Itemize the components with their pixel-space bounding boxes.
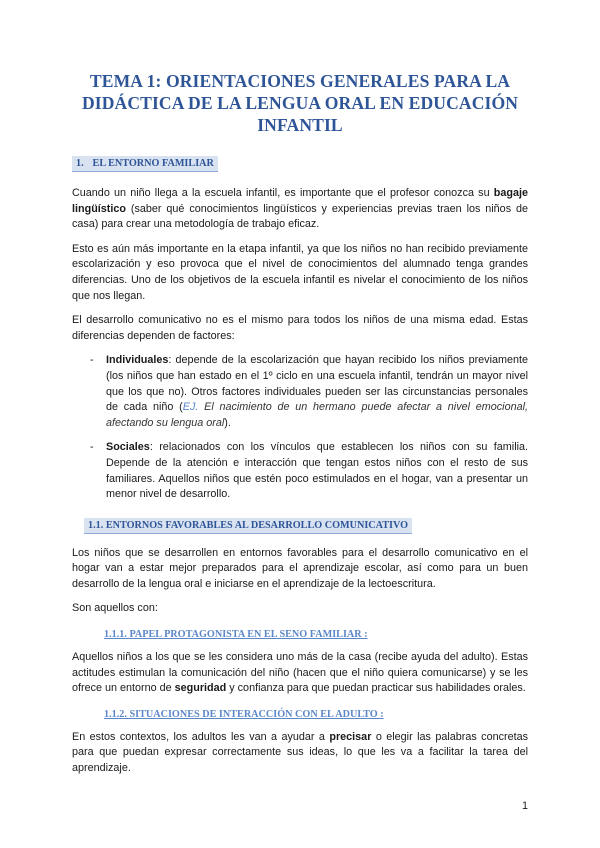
text-span: ). bbox=[224, 416, 231, 429]
section-1-number: 1. bbox=[76, 158, 84, 169]
list-item-individuales bbox=[72, 353, 528, 431]
document-page bbox=[72, 70, 528, 786]
page-number: 1 bbox=[521, 800, 528, 812]
section-1-1-heading: 1.1. ENTORNOS FAVORABLES AL DESARROLLO COMUNICATIVO bbox=[84, 518, 412, 534]
paragraph-son-aquellos: Son aquellos con: bbox=[72, 602, 158, 615]
section-1-title: EL ENTORNO FAMILIAR bbox=[92, 158, 214, 169]
bold-term-individuales: Individuales bbox=[106, 354, 169, 367]
paragraph-interaccion-adulto bbox=[72, 730, 528, 777]
factors-list bbox=[72, 353, 528, 502]
text-span: Aquellos niños a los que se les considera uno más de la casa (recibe ayuda del adulto). Estas actitudes estimulan la comunicación del niño (hacen que el niño quiera comunicarse) y se les ofrece un entorno de bbox=[72, 651, 528, 695]
text-span: o elegir las palabras concretas para que puedan expresar correctamente sus ideas, lo que les va a facilitar la tarea del aprendizaje. bbox=[72, 730, 528, 775]
paragraph-desarrollo: El desarrollo comunicativo no es el mismo para todos los niños de una misma edad. Estas diferencias dependen de factores: bbox=[72, 314, 528, 342]
list-dash: - bbox=[90, 354, 94, 367]
text-span: y confianza para que puedan practicar sus habilidades orales. bbox=[226, 682, 526, 695]
section-1-heading bbox=[72, 156, 218, 172]
paragraph-etapa-infantil: Esto es aún más importante en la etapa infantil, ya que los niños no han recibido previamente escolarización y eso provoca que el nivel de conocimientos del alumnado tenga grandes diferencias. Uno de los objetivos de la escuela infantil es nivelar el conocimiento de los niños que nos llegan. bbox=[72, 242, 528, 302]
bold-term-sociales: Sociales bbox=[106, 441, 150, 454]
example-body: El nacimiento de un hermano puede afectar a nivel emocional, afectando su lengua oral bbox=[106, 401, 528, 429]
paragraph-papel-protagonista bbox=[72, 650, 528, 697]
example-label: EJ. bbox=[182, 401, 199, 414]
list-item-sociales bbox=[72, 440, 528, 502]
section-1-1-1-heading: 1.1.1. PAPEL PROTAGONISTA EN EL SENO FAMILIAR : bbox=[104, 629, 368, 641]
text-span: : depende de la escolarización que hayan recibido los niños previamente (los niños que han estado en el 1º ciclo en una escuela infantil, tendrán un mayor nivel que los que no). Otros factores individuales pueden ser las circunstancias personales de cada niño ( bbox=[106, 354, 528, 414]
bold-term-precisar: precisar bbox=[329, 730, 372, 743]
text-span: En estos contextos, los adultos les van a ayudar a bbox=[72, 730, 330, 743]
list-dash: - bbox=[90, 441, 94, 454]
bold-term-bagaje: bagaje lingüístico bbox=[72, 187, 528, 215]
text-span: (saber qué conocimientos lingüísticos y experiencias previas traen los niños de casa) para crear una metodología de trabajo eficaz. bbox=[72, 202, 528, 231]
paragraph-bagaje bbox=[72, 186, 528, 233]
section-1-heading-wrap bbox=[72, 153, 528, 172]
bold-term-seguridad: seguridad bbox=[174, 682, 227, 695]
text-span: : relacionados con los vínculos que establecen los niños con su familia. Depende de la atención e interacción que tengan estos niños con el resto de sus familiares. Aquellos niños que estén poco estimulados en el hogar, van a presentar un menor nivel de desarrollo. bbox=[106, 441, 528, 501]
section-1-1-heading-wrap bbox=[84, 515, 528, 534]
section-1-1-2-heading: 1.1.2. SITUACIONES DE INTERACCIÓN CON EL ADULTO : bbox=[104, 708, 384, 720]
document-title: TEMA 1: ORIENTACIONES GENERALES PARA LA DIDÁCTICA DE LA LENGUA ORAL EN EDUCACIÓN INFANTIL bbox=[81, 71, 519, 135]
text-span: Cuando un niño llega a la escuela infantil, es importante que el profesor conozca su bbox=[72, 187, 494, 199]
paragraph-entornos: Los niños que se desarrollen en entornos favorables para el desarrollo comunicativo en el hogar van a estar mejor preparados para el aprendizaje escolar, así como para un buen desarrollo de la lengua oral e iniciarse en el aprendizaje de la lectoescritura. bbox=[72, 546, 528, 590]
